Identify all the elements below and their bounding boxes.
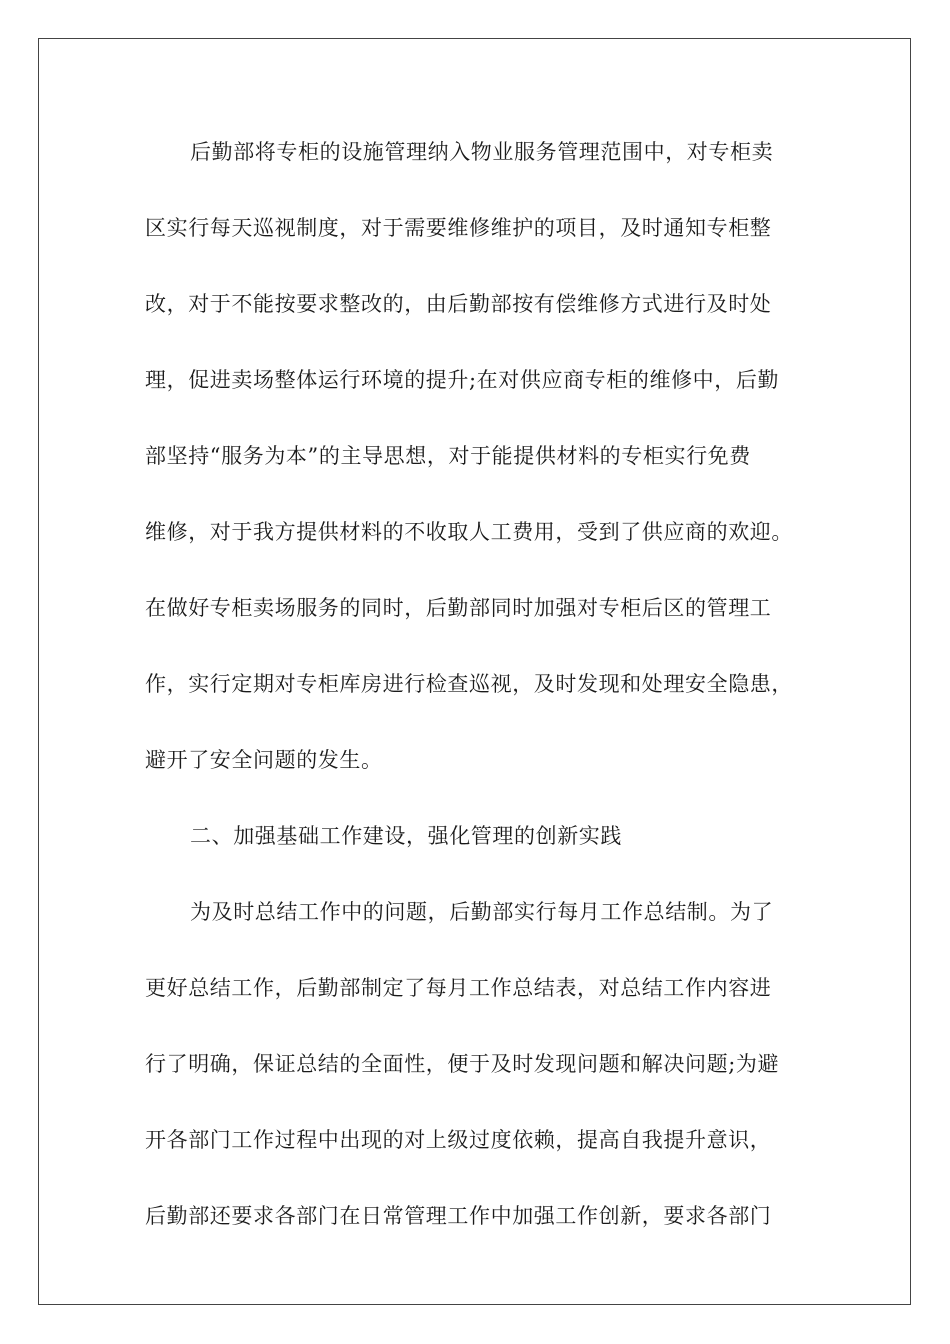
document-body [145, 127, 817, 1267]
text-line: 后勤部将专柜的设施管理纳入物业服务管理范围中，对专柜卖 [190, 140, 774, 164]
text-line: 行了明确，保证总结的全面性，便于及时发现问题和解决问题;为避 [145, 1052, 780, 1076]
text-line: 后勤部还要求各部门在日常管理工作中加强工作创新，要求各部门 [145, 1204, 772, 1228]
text-line: 作，实行定期对专柜库房进行检查巡视，及时发现和处理安全隐患， [145, 672, 793, 696]
text-line: 区实行每天巡视制度，对于需要维修维护的项目，及时通知专柜整 [145, 216, 772, 240]
text-line: 改，对于不能按要求整改的，由后勤部按有偿维修方式进行及时处 [145, 292, 772, 316]
text-line: 维修，对于我方提供材料的不收取人工费用，受到了供应商的欢迎。 [145, 520, 793, 544]
section-heading: 二、加强基础工作建设，强化管理的创新实践 [190, 824, 622, 848]
text-line: 为及时总结工作中的问题，后勤部实行每月工作总结制。为了 [190, 900, 774, 924]
text-line: 开各部门工作过程中出现的对上级过度依赖，提高自我提升意识， [145, 1128, 772, 1152]
text-line: 更好总结工作，后勤部制定了每月工作总结表，对总结工作内容进 [145, 976, 772, 1000]
text-line: 在做好专柜卖场服务的同时，后勤部同时加强对专柜后区的管理工 [145, 596, 772, 620]
text-line: 避开了安全问题的发生。 [145, 748, 383, 772]
text-line: 理，促进卖场整体运行环境的提升;在对供应商专柜的维修中，后勤 [145, 368, 780, 392]
text-line: 部坚持“服务为本”的主导思想，对于能提供材料的专柜实行免费 [145, 444, 751, 468]
